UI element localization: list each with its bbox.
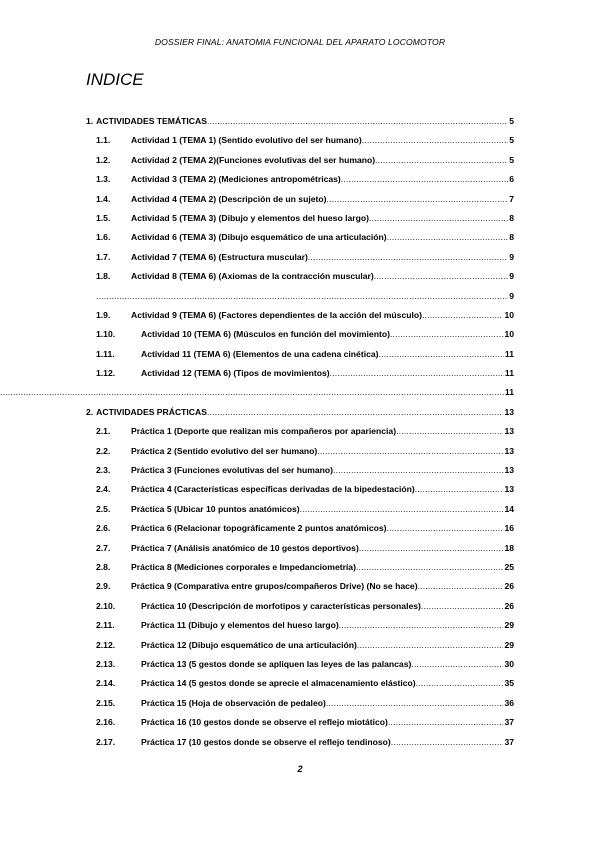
toc-entry-title: Práctica 5 (Ubicar 10 puntos anatómicos) — [131, 503, 300, 514]
toc-entry-title: Práctica 4 (Características específicas derivadas de la bipedestación) — [131, 484, 415, 495]
toc-entry-title: Práctica 9 (Comparativa entre grupos/compañeros Drive) (No se hace) — [131, 581, 418, 592]
toc-entry-page: 5 — [509, 116, 514, 126]
toc-entry-number: 2.14. — [96, 678, 116, 689]
dot-leader — [357, 639, 504, 651]
toc-entry-page: 13 — [504, 484, 514, 495]
toc-entry-number: 2.2. — [96, 445, 111, 456]
toc-entry-number: 2.3. — [96, 465, 111, 476]
toc-entry[interactable] — [86, 367, 514, 386]
toc-entry[interactable] — [86, 658, 514, 677]
dot-leader — [207, 406, 503, 418]
dot-leader — [308, 251, 508, 263]
dot-leader — [411, 658, 503, 670]
toc-entry-title: Práctica 8 (Mediciones corporales e Impedanciometría) — [131, 561, 356, 572]
toc-entry-number: 2.7. — [96, 542, 111, 553]
dot-leader — [339, 619, 504, 631]
toc-entry-number: 1. — [86, 116, 94, 126]
toc-entry-number: 2.11. — [96, 620, 115, 631]
toc-entry-title: Práctica 3 (Funciones evolutivas del ser humano) — [131, 465, 334, 476]
toc-entry-title: Actividad 12 (TEMA 6) (Tipos de movimientos) — [141, 368, 330, 379]
toc-entry-page: 13 — [504, 465, 514, 476]
toc-entry-page: 11 — [504, 368, 514, 379]
toc-entry-title: Práctica 11 (Dibujo y elementos del hueso largo) — [141, 620, 339, 631]
toc-entry-number: 2.8. — [96, 561, 111, 572]
toc-entry-title: Práctica 14 (5 gestos donde se aprecie el almacenamiento elástico) — [141, 678, 416, 689]
toc-entry[interactable] — [86, 406, 514, 425]
toc-entry-title: Práctica 17 (10 gestos donde se observe el reflejo tendinoso) — [141, 736, 391, 747]
toc-entry[interactable] — [86, 154, 514, 173]
toc-entry-number: 2.5. — [96, 503, 111, 514]
table-of-contents — [86, 115, 514, 755]
dot-leader — [421, 600, 504, 612]
toc-entry-number: 1.3. — [96, 174, 111, 185]
dot-leader — [396, 425, 503, 437]
toc-entry-title: ACTIVIDADES TEMÁTICAS — [96, 116, 207, 126]
toc-entry-title: Actividad 1 (TEMA 1) (Sentido evolutivo del ser humano) — [131, 135, 362, 146]
toc-entry-number: 1.2. — [96, 154, 111, 165]
toc-entry-page: 36 — [504, 697, 514, 708]
toc-entry[interactable] — [86, 445, 514, 464]
toc-entry[interactable] — [86, 134, 514, 153]
dot-leader — [387, 231, 509, 243]
toc-entry-title: Práctica 13 (5 gestos donde se apliquen las leyes de las palancas) — [141, 658, 412, 669]
toc-entry-number: 1.12. — [96, 368, 116, 379]
toc-entry-title: Actividad 11 (TEMA 6) (Elementos de una cadena cinética) — [141, 348, 379, 359]
toc-entry-title: ACTIVIDADES PRÁCTICAS — [96, 406, 207, 417]
toc-entry-page: 26 — [504, 600, 514, 611]
toc-entry-page: 7 — [509, 193, 514, 204]
toc-entry-number: 2.10. — [96, 600, 116, 611]
dot-leader — [387, 522, 504, 534]
dot-leader — [390, 328, 504, 340]
toc-entry-number: 2.16. — [96, 717, 116, 728]
dot-leader — [374, 270, 508, 282]
toc-entry[interactable] — [86, 309, 514, 328]
dot-leader — [356, 561, 503, 573]
toc-entry-page: 29 — [504, 639, 514, 650]
toc-entry-page: 29 — [504, 620, 514, 631]
toc-entry-title: Actividad 10 (TEMA 6) (Músculos en función del movimiento) — [141, 329, 390, 340]
toc-entry[interactable] — [86, 386, 514, 405]
dot-leader — [333, 464, 503, 476]
toc-entry-number: 1.6. — [96, 232, 111, 243]
toc-entry-number: 2. — [86, 406, 94, 417]
dot-leader — [96, 290, 508, 302]
dot-leader — [326, 193, 508, 205]
toc-entry-number: 2.17. — [96, 736, 116, 747]
toc-entry[interactable] — [86, 231, 514, 250]
toc-entry-number: 2.15. — [96, 697, 116, 708]
dot-leader — [330, 367, 504, 379]
toc-entry-page: 35 — [504, 678, 514, 689]
toc-entry-title: Actividad 2 (TEMA 2)(Funciones evolutivas del ser humano) — [131, 154, 376, 165]
dot-leader — [300, 503, 504, 515]
toc-entry[interactable] — [86, 115, 514, 134]
toc-entry-page: 14 — [504, 503, 514, 514]
toc-entry-number: 2.13. — [96, 658, 116, 669]
dot-leader — [359, 542, 504, 554]
toc-entry-page: 30 — [504, 658, 514, 669]
page-title: INDICE — [86, 70, 144, 89]
toc-entry-title: Actividad 4 (TEMA 2) (Descripción de un sujeto) — [131, 193, 327, 204]
toc-entry[interactable] — [86, 212, 514, 231]
toc-entry-title: Actividad 5 (TEMA 3) (Dibujo y elementos del hueso largo) — [131, 212, 369, 223]
page-number: 2 — [297, 764, 303, 774]
toc-entry-page: 8 — [509, 212, 514, 223]
toc-entry[interactable] — [86, 716, 514, 735]
toc-entry-page: 6 — [509, 174, 514, 185]
toc-entry-number: 1.9. — [96, 309, 111, 320]
toc-entry-page: 13 — [504, 406, 514, 417]
dot-leader — [375, 154, 508, 166]
toc-entry-page: 13 — [504, 426, 514, 437]
toc-entry-page: 18 — [504, 542, 514, 553]
dot-leader — [418, 580, 504, 592]
toc-entry[interactable] — [86, 600, 514, 619]
dot-leader — [317, 445, 503, 457]
dot-leader — [341, 173, 508, 185]
toc-entry-page: 25 — [504, 561, 514, 572]
toc-entry-page: 13 — [504, 445, 514, 456]
toc-entry[interactable] — [86, 542, 514, 561]
toc-entry-number: 1.4. — [96, 193, 111, 204]
toc-entry-title: Actividad 6 (TEMA 3) (Dibujo esquemático de una articulación) — [131, 232, 387, 243]
toc-entry-number: 2.12. — [96, 639, 116, 650]
toc-entry-title: Práctica 10 (Descripción de morfotipos y características personales) — [141, 600, 421, 611]
toc-entry-page: 8 — [509, 232, 514, 243]
toc-entry-title: Práctica 2 (Sentido evolutivo del ser humano) — [131, 445, 318, 456]
toc-entry-page: 16 — [504, 523, 514, 534]
dot-leader — [416, 677, 504, 689]
toc-entry-page: 37 — [504, 736, 514, 747]
toc-entry[interactable] — [86, 522, 514, 541]
toc-entry[interactable] — [86, 503, 514, 522]
toc-entry-page: 11 — [504, 348, 514, 359]
toc-entry-page: 10 — [504, 329, 514, 340]
dot-leader — [369, 212, 508, 224]
toc-entry-number: 2.1. — [96, 426, 111, 437]
dot-leader — [415, 483, 504, 495]
toc-entry-page: 11 — [504, 387, 514, 398]
dot-leader — [326, 697, 504, 709]
toc-entry-number: 1.1. — [96, 135, 111, 146]
dot-leader — [379, 348, 504, 360]
toc-entry-page: 10 — [504, 309, 514, 320]
toc-entry-number: 2.4. — [96, 484, 111, 495]
toc-entry[interactable] — [86, 736, 514, 755]
toc-entry[interactable] — [86, 173, 514, 192]
toc-entry-title: Práctica 1 (Deporte que realizan mis compañeros por apariencia) — [131, 426, 397, 437]
toc-entry-title: Actividad 3 (TEMA 2) (Mediciones antropométricas) — [131, 174, 341, 185]
toc-entry-page: 9 — [509, 251, 514, 262]
dot-leader — [422, 309, 503, 321]
toc-entry[interactable] — [86, 483, 514, 502]
toc-entry[interactable] — [86, 639, 514, 658]
toc-entry-page: 26 — [504, 581, 514, 592]
dot-leader — [207, 115, 508, 127]
toc-entry-page: 37 — [504, 717, 514, 728]
dot-leader — [362, 134, 508, 146]
toc-entry[interactable] — [86, 348, 514, 367]
toc-entry-number: 1.8. — [96, 271, 111, 282]
toc-entry-page: 5 — [509, 154, 514, 165]
toc-entry[interactable] — [86, 464, 514, 483]
toc-entry-title: Práctica 12 (Dibujo esquemático de una articulación) — [141, 639, 357, 650]
toc-entry-title: Actividad 9 (TEMA 6) (Factores dependientes de la acción del músculo) — [131, 309, 422, 320]
toc-entry[interactable] — [86, 193, 514, 212]
toc-entry[interactable] — [86, 290, 514, 309]
toc-entry-number: 1.5. — [96, 212, 111, 223]
toc-entry[interactable] — [86, 561, 514, 580]
dot-leader — [388, 716, 504, 728]
toc-entry-title: Actividad 8 (TEMA 6) (Axiomas de la contracción muscular) — [131, 271, 374, 282]
toc-entry-page: 9 — [509, 271, 514, 282]
toc-entry-title: Práctica 7 (Análisis anatómico de 10 gestos deportivos) — [131, 542, 359, 553]
toc-entry-page: 9 — [509, 290, 514, 301]
toc-entry-number: 1.11. — [96, 348, 115, 359]
toc-entry[interactable] — [86, 619, 514, 638]
toc-entry[interactable] — [86, 328, 514, 347]
dot-leader — [391, 736, 504, 748]
toc-entry-number: 2.9. — [96, 581, 111, 592]
toc-entry[interactable] — [86, 697, 514, 716]
toc-entry-number: 1.10. — [96, 329, 116, 340]
toc-entry[interactable] — [86, 580, 514, 599]
toc-entry-title: Práctica 16 (10 gestos donde se observe el reflejo miotático) — [141, 717, 388, 728]
running-header: DOSSIER FINAL: ANATOMIA FUNCIONAL DEL APARATO LOCOMOTOR — [154, 37, 446, 47]
toc-entry-number: 1.7. — [96, 251, 111, 262]
toc-entry[interactable] — [86, 251, 514, 270]
toc-entry-title: Actividad 7 (TEMA 6) (Estructura muscular) — [131, 251, 308, 262]
toc-entry[interactable] — [86, 425, 514, 444]
toc-entry-number: 2.6. — [96, 523, 111, 534]
toc-entry-title: Práctica 15 (Hoja de observación de pedaleo) — [141, 697, 326, 708]
toc-entry-page: 5 — [509, 135, 514, 146]
toc-entry[interactable] — [86, 677, 514, 696]
dot-leader — [0, 386, 504, 398]
toc-entry[interactable] — [86, 270, 514, 289]
toc-entry-title: Práctica 6 (Relacionar topográficamente 2 puntos anatómicos) — [131, 523, 387, 534]
